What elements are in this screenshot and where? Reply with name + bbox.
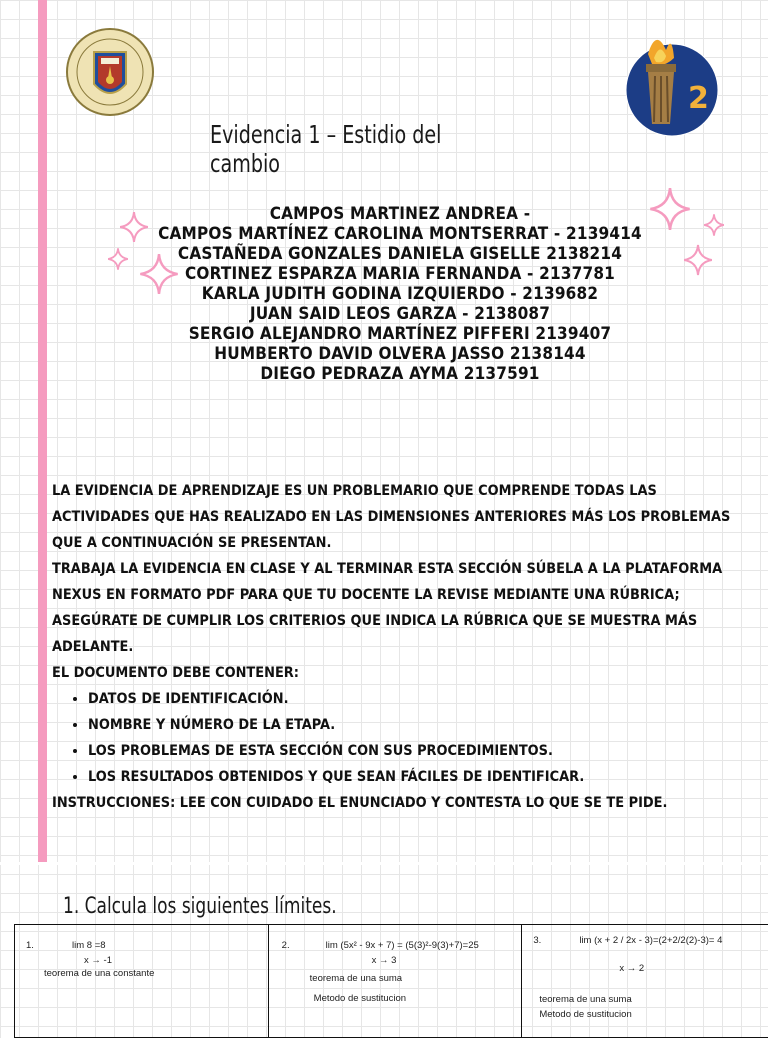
problem-expression: lim 8 =8 [72,940,106,951]
sparkle-icon [650,188,690,230]
limit-approach: x → 2 [619,963,645,974]
member-name: CAMPOS MARTÍNEZ CAROLINA MONTSERRAT - 2139414 [158,224,642,244]
prepa-number: 2 [688,81,709,116]
member-name: JUAN SAID LEOS GARZA - 2138087 [249,304,551,324]
member-name: HUMBERTO DAVID OLVERA JASSO 2138144 [214,344,586,364]
problem-method: Metodo de sustitucion [539,1009,632,1020]
sparkle-icon [704,214,724,236]
prepa-2-logo [612,28,722,148]
sparkle-icon [120,212,148,242]
list-item: • LOS RESULTADOS OBTENIDOS Y QUE SEAN FÁCILES DE IDENTIFICAR. [88,764,732,790]
intro-paragraph: LA EVIDENCIA DE APRENDIZAJE ES UN PROBLEMARIO QUE COMPRENDE TODAS LAS ACTIVIDADES QUE HAS REALIZADO EN LAS DIMENSIONES ANTERIORES MÁS LOS PROBLEMAS QUE A CONTINUACIÓN SE PRESENTAN. [52,483,731,551]
intro-paragraph: EL DOCUMENTO DEBE CONTENER: [52,665,299,681]
problem-number: 3. [533,935,542,946]
member-name: DIEGO PEDRAZA AYMA 2137591 [260,364,540,384]
member-name: CORTINEZ ESPARZA MARIA FERNANDA - 2137781 [184,264,615,284]
problem-expression: lim (5x² - 9x + 7) = (5(3)²-9(3)+7)=25 [325,940,479,951]
problem-number: 2. [281,940,290,951]
member-name: CAMPOS MARTINEZ ANDREA - [269,204,531,224]
team-members-list [150,204,650,384]
instructions-line: INSTRUCCIONES: LEE CON CUIDADO EL ENUNCIADO Y CONTESTA LO QUE SE TE PIDE. [52,795,668,811]
list-item: • DATOS DE IDENTIFICACIÓN. [88,686,732,712]
document-title: Evidencia 1 – Estidio del cambio [210,120,442,178]
pink-margin-bar [38,0,47,862]
problem-note: teorema de una suma [539,994,632,1005]
limit-approach: x → 3 [371,955,397,966]
member-name: KARLA JUDITH GODINA IZQUIERDO - 2139682 [201,284,599,304]
uanl-seal-logo [64,28,156,146]
problem-number: 1. [26,940,34,951]
problem-cell [15,925,269,1038]
list-item: • LOS PROBLEMAS DE ESTA SECCIÓN CON SUS PROCEDIMIENTOS. [88,738,732,764]
problem-note: teorema de una constante [44,968,155,979]
member-name: CASTAÑEDA GONZALES DANIELA GISELLE 2138214 [177,244,623,264]
limit-approach: x → -1 [84,955,112,966]
instructions-block [52,478,732,816]
problem-cell [522,925,768,1038]
problem-note: teorema de una suma [309,973,403,984]
intro-paragraph: TRABAJA LA EVIDENCIA EN CLASE Y AL TERMINAR ESTA SECCIÓN SÚBELA A LA PLATAFORMA NEXUS EN FORMATO PDF PARA QUE TU DOCENTE LA REVISE MEDIANTE UNA RÚBRICA; ASEGÚRATE DE CUMPLIR LOS CRITERIOS QUE INDICA LA RÚBRICA QUE SE MUESTRA MÁS ADELANTE. [52,561,723,655]
requirements-list [52,686,732,790]
member-name: SERGIO ALEJANDRO MARTÍNEZ PIFFERI 2139407 [188,324,612,344]
sparkle-icon [108,248,128,270]
limits-table [14,924,768,1038]
problem-expression: lim (x + 2 / 2x - 3)=(2+2/2(2)-3)= 4 [579,935,723,946]
sparkle-icon [684,244,712,276]
problem-method: Metodo de sustitucion [313,993,407,1004]
problem-cell [268,925,522,1038]
section-heading: 1. Calcula los siguientes límites. [63,894,337,919]
list-item: • NOMBRE Y NÚMERO DE LA ETAPA. [88,712,732,738]
